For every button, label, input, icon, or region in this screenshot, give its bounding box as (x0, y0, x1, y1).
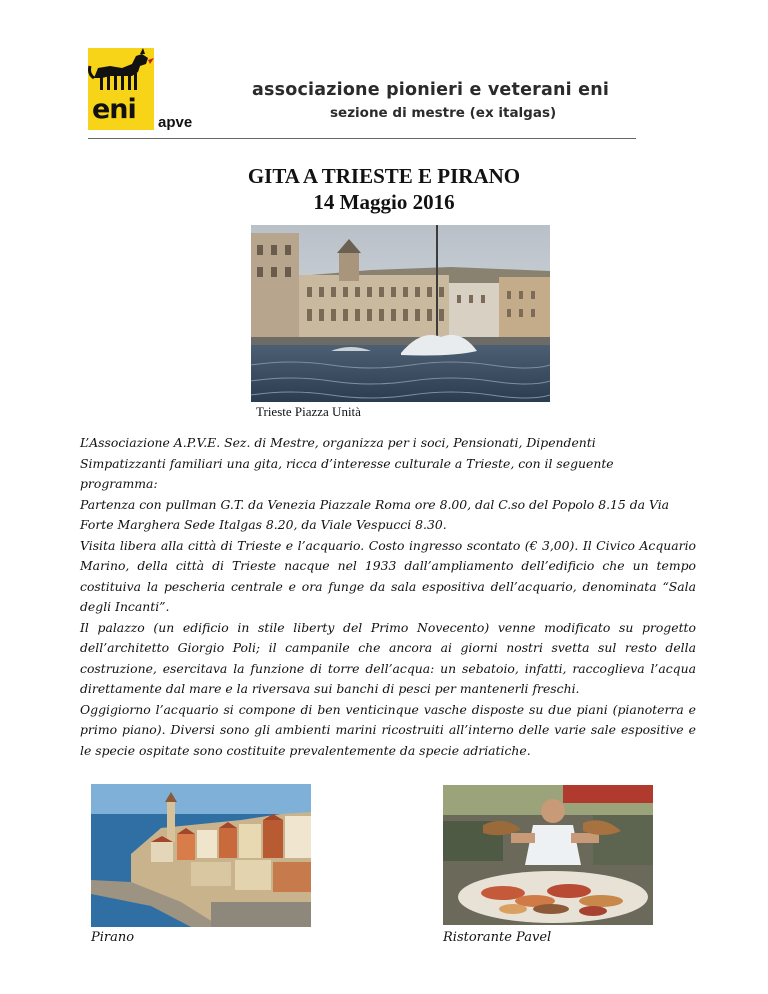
apve-label: apve (158, 114, 193, 131)
ristorante-caption: Ristorante Pavel (443, 930, 552, 945)
eni-logo-text: eni (92, 94, 136, 125)
trip-title: GITA A TRIESTE E PIRANO (247, 164, 521, 188)
trieste-piazza-photo (251, 225, 550, 402)
aquarium-paragraph: Oggigiorno l’acquario si compone di ben venticinque vasche disposte su due piani (pianoterra e primo piano). Diversi sono gli ambienti marini ricostruiti all’interno delle varie sale espositive e le specie ospitate sono costituite prevalentemente da specie adriatiche. (80, 701, 696, 758)
departure-paragraph: Partenza con pullman G.T. da Venezia Piazzale Roma ore 8.00, dal C.so del Popolo 8.15 da Via Forte Marghera Sede Italgas 8.20, da Viale Vespucci 8.30. (80, 496, 670, 532)
trip-date: 14 Maggio 2016 (313, 190, 455, 214)
pirano-caption: Pirano (91, 930, 135, 945)
ristorante-photo (443, 785, 653, 925)
visit-paragraph: Visita libera alla città di Trieste e l’acquario. Costo ingresso scontato (€ 3,00). Il Civico Acquario Marino, della città di Trieste nacque nel 1933 dall’ampliamento dell’edificio che un tempo costituiva la pescheria centrale e ora funge da sala espositiva dell’acquario, denominata “Sala degli Incanti”. (80, 537, 696, 614)
palace-paragraph: Il palazzo (un edificio in stile liberty del Primo Novecento) venne modificato su progetto dell’architetto Giorgio Poli; il campanile che ancora ai giorni nostri svetta sul resto della costruzione, esercitava la funzione di torre dell’acqua: un sebatoio, infatti, raccoglieva l’acqua direttamente dal mare e la riversava sui banchi di pesci per mantenerli freschi. (80, 619, 696, 696)
intro-paragraph: L’Associazione A.P.V.E. Sez. di Mestre, organizza per i soci, Pensionati, Dipendenti Simpatizzanti familiari una gita, ricca d’interesse culturale a Trieste, con il seguente programma: (80, 435, 614, 491)
six-legged-dog-icon (88, 48, 154, 94)
header-divider (88, 138, 636, 139)
association-section: sezione di mestre (ex italgas) (330, 105, 557, 121)
body-text (80, 433, 696, 761)
main-photo-caption: Trieste Piazza Unità (256, 404, 361, 419)
pirano-photo (91, 784, 311, 927)
association-name: associazione pionieri e veterani eni (252, 80, 610, 100)
eni-logo (88, 48, 154, 130)
